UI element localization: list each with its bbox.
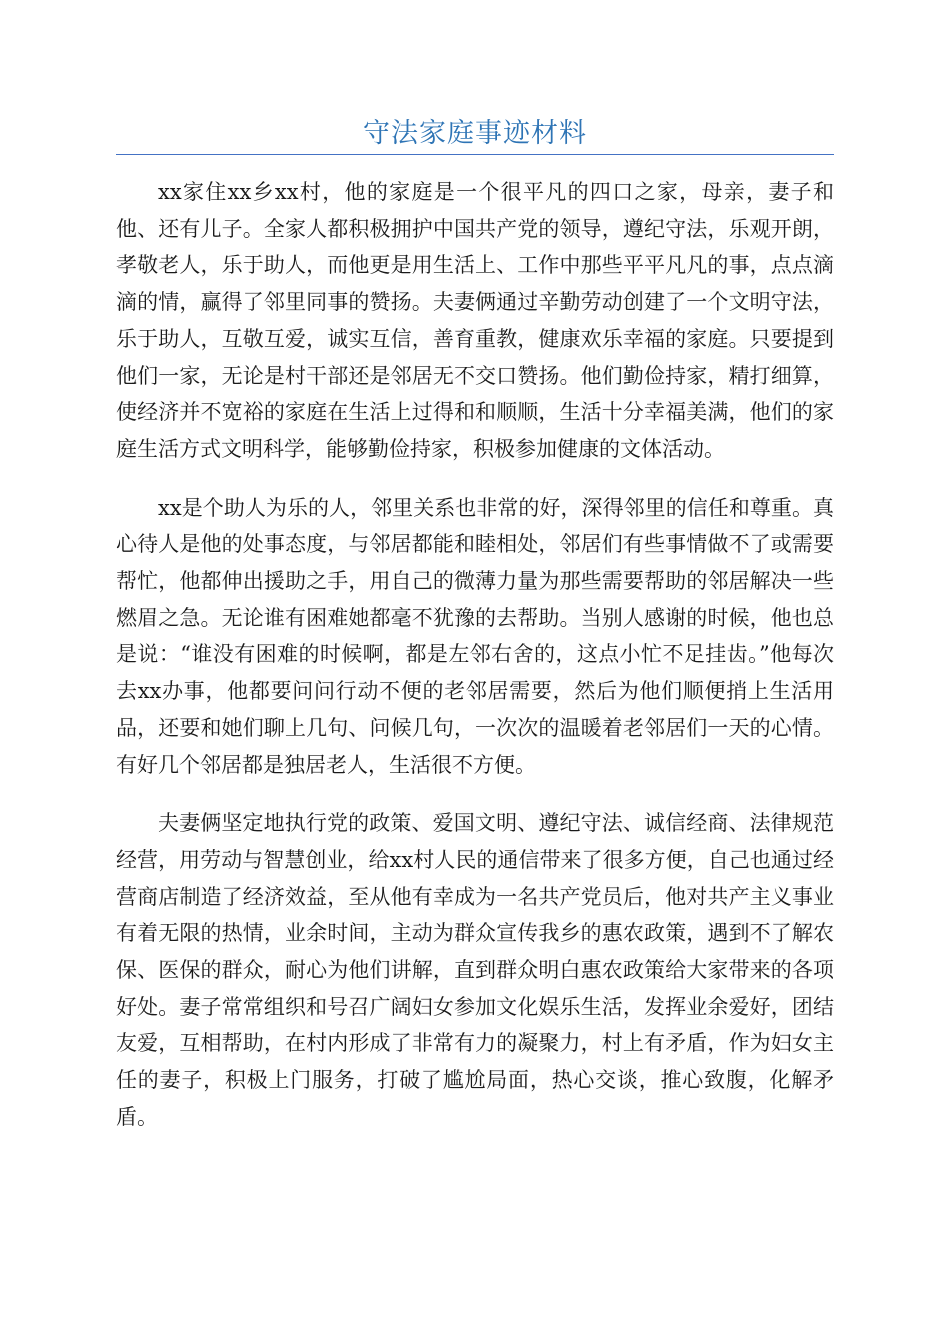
paragraph-3: 夫妻俩坚定地执行党的政策、爱国文明、遵纪守法、诚信经商、法律规范经营，用劳动与智慧创业，给xx村人民的通信带来了很多方便，自己也通过经营商店制造了经济效益，至从他有幸成为一名共产党员后，他对共产主义事业有着无限的热情，业余时间，主动为群众宣传我乡的惠农政策，遇到不了解农保、医保的群众，耐心为他们讲解，直到群众明白惠农政策给大家带来的各项好处。妻子常常组织和号召广阔妇女参加文化娱乐生活，发挥业余爱好，团结友爱，互相帮助，在村内形成了非常有力的凝聚力，村上有矛盾，作为妇女主任的妻子，积极上门服务，打破了尴尬局面，热心交谈，推心致腹，化解矛盾。 xyxy=(116,811,834,1129)
title-underline xyxy=(116,154,834,155)
paragraph-2: xx是个助人为乐的人，邻里关系也非常的好，深得邻里的信任和尊重。真心待人是他的处事态度，与邻居都能和睦相处，邻居们有些事情做不了或需要帮忙，他都伸出援助之手，用自己的微薄力量为那些需要帮助的邻居解决一些燃眉之急。无论谁有困难她都毫不犹豫的去帮助。当别人感谢的时候，他也总是说：“谁没有困难的时候啊，都是左邻右舍的，这点小忙不足挂齿。”他每次去xx办事，他都要问问行动不便的老邻居需要，然后为他们顺便捎上生活用品，还要和她们聊上几句、问候几句，一次次的温暖着老邻居们一天的心情。有好几个邻居都是独居老人，生活很不方便。 xyxy=(116,495,834,777)
document-body xyxy=(116,174,834,1158)
paragraph-1: xx家住xx乡xx村，他的家庭是一个很平凡的四口之家，母亲，妻子和他、还有儿子。全家人都积极拥护中国共产党的领导，遵纪守法，乐观开朗，孝敬老人，乐于助人，而他更是用生活上、工作中那些平平凡凡的事，点点滴滴的情，赢得了邻里同事的赞扬。夫妻俩通过辛勤劳动创建了一个文明守法，乐于助人，互敬互爱，诚实互信，善育重教，健康欢乐幸福的家庭。只要提到他们一家，无论是村干部还是邻居无不交口赞扬。他们勤俭持家，精打细算，使经济并不宽裕的家庭在生活上过得和和顺顺，生活十分幸福美满，他们的家庭生活方式文明科学，能够勤俭持家，积极参加健康的文体活动。 xyxy=(116,180,834,461)
document-title: 守法家庭事迹材料 xyxy=(363,118,587,149)
